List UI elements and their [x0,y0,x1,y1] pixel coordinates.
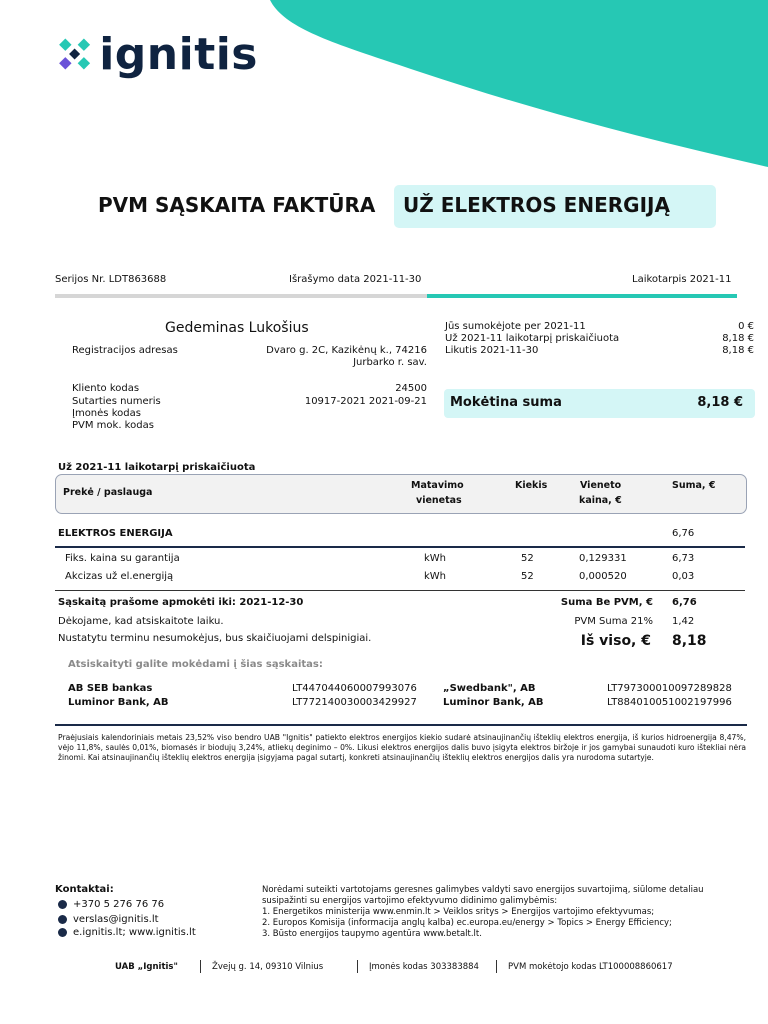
ignitis-logo [58,26,258,82]
bank-2-name: „Swedbank", AB [443,683,536,694]
vat-value: 1,42 [672,616,695,627]
charged-value: 8,18 € [722,333,754,344]
bank-3-name: Luminor Bank, AB [68,697,169,708]
contact-phone: +370 5 276 76 76 [73,899,165,910]
row-2-qty: 52 [521,571,534,582]
logo-text: ignitis [99,28,258,80]
bank-4-name: Luminor Bank, AB [443,697,544,708]
row-2-price: 0,000520 [579,571,627,582]
paid-value: 0 € [738,321,754,332]
series-number: Serijos Nr. LDT863688 [55,274,167,285]
table-bottom-divider [55,590,745,591]
phone-icon [58,900,67,909]
amount-due-box [444,389,755,418]
address-line2: Jurbarko r. sav. [353,357,427,368]
header-qty: Kiekis [515,480,548,491]
invoice-title: PVM SĄSKAITA FAKTŪRA [98,193,376,217]
header-sum: Suma, € [672,480,716,491]
contract-label: Sutarties numeris [72,396,161,407]
ignitis-logo-icon [58,37,91,71]
address-line1: Dvaro g. 2C, Kazikėnų k., 74216 [266,345,427,356]
advice-intro: Norėdami suteikti vartotojams geresnes galimybes valdyti savo energijos suvartojimą, siūlome detaliau susipažinti su energijos vartojimo efektyvumo didinimo galimybėmis: [262,885,704,906]
contact-phone-row [58,899,164,910]
no-vat-value: 6,76 [672,597,697,608]
header-unit-1: Matavimo [411,480,464,491]
amount-due-label: Mokėtina suma [450,395,562,410]
row-1-item: Fiks. kaina su garantija [65,553,180,564]
banks-heading: Atsiskaityti galite mokėdami į šias sąskaitas: [68,659,323,670]
pay-until: Sąskaitą prašome apmokėti iki: 2021-12-30 [58,597,304,608]
efficiency-advice [262,885,732,940]
customer-name: Gedeminas Lukošius [165,320,309,336]
footer-separator-3 [496,960,497,973]
issue-date: Išrašymo data 2021-11-30 [289,274,422,285]
bank-2-iban: LT797300010097289828 [607,683,732,694]
divider-teal [427,294,737,298]
total-label: Iš viso, € [580,633,651,649]
footer-vat-code: PVM mokėtojo kodas LT100008860617 [508,962,673,972]
row-2-unit: kWh [424,571,447,582]
contacts-heading: Kontaktai: [55,884,114,895]
client-code-label: Kliento kodas [72,383,140,394]
footer-company: UAB „Ignitis" [115,962,178,972]
total-value: 8,18 [672,633,707,649]
thanks-text: Dėkojame, kad atsiskaitote laiku. [58,616,224,627]
penalty-text: Nustatytu terminu nesumokėjus, bus skaičiuojami delspinigiai. [58,633,372,644]
footer-separator-2 [357,960,358,973]
contract-number: 10917-2021 2021-09-21 [304,396,427,407]
contact-web-row [58,927,196,938]
remaining-label: Likutis 2021-11-30 [445,345,539,356]
contact-email: verslas@ignitis.lt [73,914,159,925]
invoice-title-highlight: UŽ ELEKTROS ENERGIJĄ [394,185,716,228]
globe-icon [58,928,67,937]
contact-email-row [58,914,159,925]
contact-web: e.ignitis.lt; www.ignitis.lt [73,927,196,938]
vat-code-label: PVM mok. kodas [72,420,154,431]
remaining-value: 8,18 € [722,345,754,356]
header-item: Prekė / paslauga [63,487,153,498]
footer-separator-1 [200,960,201,973]
header-price-1: Vieneto [580,480,622,491]
group-sum: 6,76 [672,528,695,539]
row-1-qty: 52 [521,553,534,564]
vat-label: PVM Suma 21% [574,616,653,627]
footer-address: Žvejų g. 14, 09310 Vilnius [212,962,324,972]
no-vat-label: Suma Be PVM, € [560,597,653,608]
advice-item-2: 2. Europos Komisija (informacija anglų kalba) ec.europa.eu/energy > Topics > Energy Efficiency; [262,918,672,928]
advice-item-1: 1. Energetikos ministerija www.enmin.lt > Veiklos sritys > Energijos vartojimo efektyvumas; [262,907,655,917]
company-code-label: Įmonės kodas [72,408,141,419]
group-name: ELEKTROS ENERGIJA [58,528,173,539]
renewable-footnote: Praėjusiais kalendoriniais metais 23,52% viso bendro UAB "Ignitis" patiekto elektros energijos kiekio sudarė atsinaujinančių išteklių elektros energija, iš kurios hidroenergija 8,47%, vėjo 11,8%, saulės 0,01%, biomasės ir biodujų 3,24%, atliekų deginimo – 0%. Likusi elektros energijos dalis buvo įsigyta elektros biržoje ir jos gamybai sunaudoti kuro ištekliai nėra žinomi. Kai atsinaujinančių išteklių elektros energija įsigyjama pagal sutartį, konkreti atsinaujinančių išteklių elektros energijos dalis yra nurodoma sutartyje. [58,733,746,762]
billing-period: Laikotarpis 2021-11 [632,274,732,285]
header-unit-2: vienetas [416,495,462,506]
bank-1-iban: LT447044060007993076 [292,683,417,694]
header-price-2: kaina, € [579,495,622,506]
table-header [55,474,747,514]
bank-1-name: AB SEB bankas [68,683,153,694]
paid-label: Jūs sumokėjote per 2021-11 [445,321,586,332]
row-1-sum: 6,73 [672,553,695,564]
charged-label: Už 2021-11 laikotarpį priskaičiuota [445,333,620,344]
email-icon [58,915,67,924]
amount-due-value: 8,18 € [697,395,743,410]
divider-grey [55,294,427,298]
client-code: 24500 [395,383,427,394]
group-divider [55,546,745,548]
advice-item-3: 3. Būsto energijos taupymo agentūra www.betalt.lt. [262,929,482,939]
row-2-item: Akcizas už el.energiją [65,571,174,582]
row-1-price: 0,129331 [579,553,627,564]
footnote-divider [55,724,747,726]
footer-company-code: Įmonės kodas 303383884 [369,962,479,972]
bank-4-iban: LT884010051002197996 [607,697,732,708]
address-label: Registracijos adresas [72,345,178,356]
table-caption: Už 2021-11 laikotarpį priskaičiuota [58,462,256,473]
bank-3-iban: LT772140030003429927 [292,697,417,708]
row-2-sum: 0,03 [672,571,695,582]
row-1-unit: kWh [424,553,447,564]
